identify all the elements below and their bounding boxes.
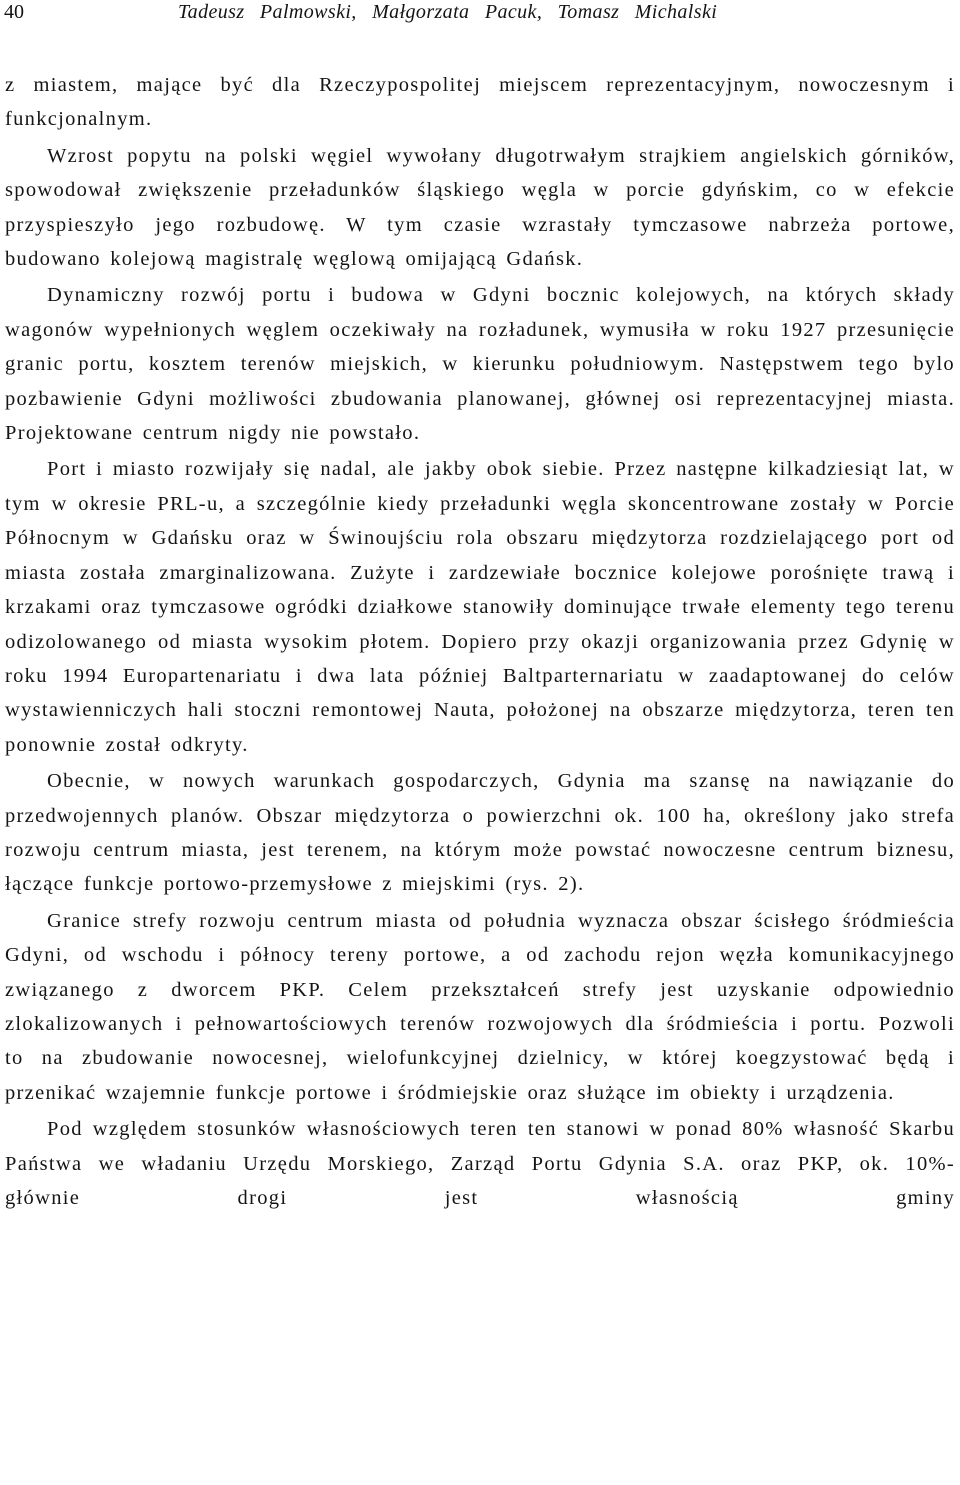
paragraph-continuation: z miastem, mające być dla Rzeczypospolitej miejscem reprezentacyjnym, nowoczesnym i funkcjonalnym. [5, 74, 955, 131]
paragraph-port-development: Dynamiczny rozwój portu i budowa w Gdyni bocznic kolejowych, na których składy wagonów wypełnionych węglem oczekiwały na rozładunek, wymusiła w roku 1927 przesunięcie granic portu, kosztem terenów miejskich, w kierunku południowym. Następstwem tego bylo pozbawienie Gdyni możliwości zbudowania planowanej, głównej osi reprezentacyjnej miasta. Projektowane centrum nigdy nie powstało. [5, 284, 955, 445]
paragraph-current-conditions: Obecnie, w nowych warunkach gospodarczych, Gdynia ma szansę na nawiązanie do przedwojennych planów. Obszar międzytorza o powierzchni ok. 100 ha, określony jako strefa rozwoju centrum miasta, jest terenem, na którym może powstać nowoczesne centrum biznesu, łączące funkcje portowo-przemysłowe z miejskimi (rys. 2). [5, 770, 955, 896]
page-header [0, 0, 960, 30]
page-number: 40 [4, 1, 24, 23]
paragraph-port-and-city: Port i miasto rozwijały się nadal, ale jakby obok siebie. Przez następne kilkadziesiąt lat, w tym w okresie PRL-u, a szczególnie kiedy przeładunki węgla skoncentrowane zostały w Porcie Północnym w Gdańsku oraz w Świnoujściu rola obszaru międzytorza rozdzielającego port od miasta została zmarginalizowana. Zużyte i zardzewiałe bocznice kolejowe porośnięte trawą i krzakami oraz tymczasowe ogródki działkowe stanowiły dominujące trwałe elementy tego terenu odizolowanego od miasta wysokim płotem. Dopiero przy okazji organizowania przez Gdynię w roku 1994 Europartenariatu i dwa lata później Baltparternariatu w zaadaptowanej do celów wystawienniczych hali stoczni remontowej Nauta, położonej na obszarze międzytorza, teren ten ponownie został odkryty. [5, 458, 955, 756]
paragraph-ownership: Pod względem stosunków własnościowych teren ten stanowi w ponad 80% własność Skarbu Państwa we władaniu Urzędu Morskiego, Zarząd Portu Gdynia S.A. oraz PKP, ok. 10%- głównie drogi jest własnością gminy [5, 1118, 955, 1209]
running-head: Tadeusz Palmowski, Małgorzata Pacuk, Tomasz Michalski [178, 1, 718, 23]
paragraph-coal-demand: Wzrost popytu na polski węgiel wywołany długotrwałym strajkiem angielskich górników, spowodował zwiększenie przeładunków śląskiego węgla w porcie gdyńskim, co w efekcie przyspieszyło jego rozbudowę. W tym czasie wzrastały tymczasowe nabrzeża portowe, budowano kolejową magistralę węglową omijającą Gdańsk. [5, 144, 955, 271]
paragraph-zone-boundaries: Granice strefy rozwoju centrum miasta od południa wyznacza obszar ścisłego śródmieścia Gdyni, od wschodu i północy tereny portowe, a od zachodu rejon węzła komunikacyjnego związanego z dworcem PKP. Celem przekształceń strefy jest uzyskanie odpowiednio zlokalizowanych i pełnowartościowych terenów rozwojowych dla śródmieścia i portu. Pozwoli to na zbudowanie nowocesnej, wielofunkcyjnej dzielnicy, w której koegzystować będą i przenikać wzajemnie funkcje portowe i śródmiejskie oraz służące im obiekty i urządzenia. [5, 909, 955, 1104]
body-text [5, 68, 955, 1215]
